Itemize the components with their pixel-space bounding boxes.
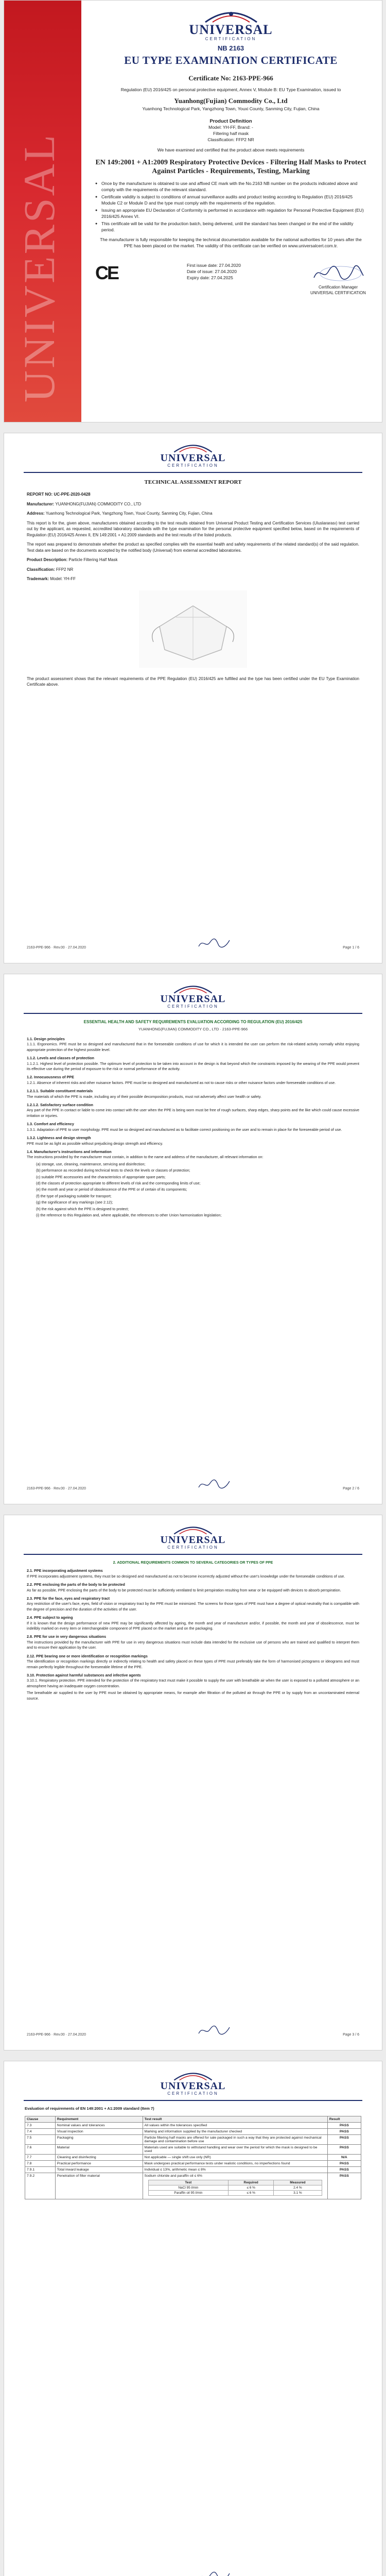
logo-globe-icon [165, 2070, 221, 2081]
certificate-number: Certificate No: 2163-PPE-966 [188, 74, 273, 82]
logo-sub: CERTIFICATION [167, 2091, 219, 2096]
expiry-date: Expiry date: 27.04.2025 [187, 275, 233, 280]
instructions-list [36, 1162, 359, 1218]
logo-word: UNIVERSAL [189, 22, 273, 37]
cell: 7.8 [25, 2161, 56, 2167]
signature-icon [197, 2023, 233, 2037]
section-heading: 1.2. Innocuousness of PPE [27, 1075, 74, 1080]
manufacturer-label: Manufacturer: [27, 501, 55, 506]
issue-date: Date of issue: 27.04.2020 [187, 269, 237, 274]
condition-item: ● Issuing an appropriate EU Declaration of Conformity is performed in accordance with regulation for Personal Protective Equipment (EU) 2016/425 Annex VI. [95, 208, 366, 219]
result-cell: PASS [327, 2167, 361, 2173]
dates-block [187, 262, 241, 281]
result-cell: PASS [327, 2145, 361, 2155]
sub-header: Measured [274, 2180, 322, 2185]
logo-sub: CERTIFICATION [205, 37, 257, 41]
page-footer [27, 2023, 359, 2037]
section-heading: 1.2.1.1. Suitable constituent materials [27, 1089, 93, 1094]
cell: 7.9.2 [25, 2173, 56, 2199]
page-footer [27, 936, 359, 950]
column-header: Result [327, 2116, 361, 2123]
item-text: Any restriction of the user's face, eyes, field of vision or respiratory tract by the PPE must be minimized. The screens for those types of PPE must have a degree of optical neutrality that is compatible with the degree of precision and the duration of the activities of the user. [27, 1601, 359, 1612]
certificate-conditions [95, 181, 366, 233]
cell: Marking and information supplied by the manufacturer checked [143, 2129, 327, 2135]
signature-icon [197, 2569, 233, 2576]
report-header [4, 433, 382, 468]
certificate-body [89, 8, 373, 296]
signature-block [310, 262, 366, 296]
sub-cell: 2.4 % [274, 2185, 322, 2191]
logo-sub: CERTIFICATION [167, 1004, 219, 1009]
item-text: 3.10.1. Respiratory protection. PPE intended for the protection of the respiratory tract must make it possible to supply the user with breathable air when the user is exposed to a polluted atmosphere or an atmosphere having an inadequate oxygen concentration. [27, 1678, 359, 1688]
logo-word: UNIVERSAL [160, 1534, 226, 1546]
item-heading: 2.3. PPE for the face, eyes and respiratory tract [27, 1596, 110, 1601]
section-text: 1.1.1. Ergonomics. PPE must be so designed and manufactured that in the foreseeable conditions of use for which it is intended the user can perform the risk-related activity normally whilst enjoying appropriate protection of the highest possible level. [27, 1042, 359, 1052]
cell: Mask undergoes practical performance tests under realistic conditions, no imperfections found [143, 2161, 327, 2167]
logo-word: UNIVERSAL [160, 452, 226, 464]
sub-cell: ≤ 6 % [229, 2185, 274, 2191]
cell: Nominal values and tolerances [55, 2123, 143, 2129]
section-text: Any part of the PPE in contact or liable to come into contact with the user when the PPE is being worn must be free of rough surfaces, sharp edges, sharp points and the like which could cause excessive irritation or injuries. [27, 1108, 359, 1118]
item-heading: 2.4. PPE subject to ageing [27, 1615, 73, 1620]
cell: Practical performance [55, 2161, 143, 2167]
item-heading: 3.10. Protection against harmful substances and infective agents [27, 1672, 141, 1677]
report-body [27, 492, 359, 582]
test-table [25, 2116, 361, 2199]
column-header: Test result [143, 2116, 327, 2123]
section-text: The instructions provided by the manufacturer must contain, in addition to the name and address of the manufacturer, all relevant information on: [27, 1155, 264, 1160]
logo-globe-icon [165, 982, 221, 994]
list-item: (g) the significance of any markings (see 2.12); [36, 1200, 113, 1205]
table-row [25, 2167, 361, 2173]
trademark-label: Trademark: [27, 577, 49, 581]
table-wrapper [25, 2116, 361, 2199]
cell: Visual inspection [55, 2129, 143, 2135]
logo-sub: CERTIFICATION [167, 1545, 219, 1550]
list-item: (e) the month and year or period of obsolescence of the PPE or of certain of its components; [36, 1187, 187, 1192]
issue-row [89, 262, 373, 296]
logo-sub: CERTIFICATION [167, 463, 219, 468]
requirements-title: ESSENTIAL HEALTH AND SAFETY REQUIREMENTS EVALUATION ACCORDING TO REGULATION (EU) 2016/425 [83, 1020, 303, 1024]
list-item: (d) the classes of protection appropriate to different levels of risk and the corresponding limits of use; [36, 1180, 201, 1185]
additional-closing: The breathable air supplied to the user by PPE must be obtained by appropriate means, for example after filtration of the polluted air through the PPE or by supply from an uncontaminated external source. [27, 1690, 359, 1701]
header-rule [24, 2100, 362, 2101]
sub-cell: ≤ 6 % [229, 2191, 274, 2196]
header-rule [24, 1013, 362, 1014]
section-heading: 1.1.2. Levels and classes of protection [27, 1056, 95, 1061]
summary-closing: The product assessment shows that the relevant requirements of the PPE Regulation (EU) 2016/425 are fulfilled and the type has been certified under the EU Type Examination Certificate above. [27, 676, 359, 687]
logo-word: UNIVERSAL [160, 993, 226, 1005]
column-header: Requirement [55, 2116, 143, 2123]
issued-intro: Regulation (EU) 2016/425 on personal protective equipment, Annex V, Module B: EU Type Examination, issued to [120, 87, 341, 92]
sub-cell: Paraffin oil 95 l/min [148, 2191, 229, 2196]
certificate-holder: Yuanhong(Fujian) Commodity Co., Ltd [174, 97, 288, 105]
signatory: Certification Manager [318, 285, 358, 290]
result-cell: PASS [327, 2135, 361, 2145]
signature-icon [310, 262, 366, 283]
additional-title: 2. ADDITIONAL REQUIREMENTS COMMON TO SEVERAL CATEGORIES OR TYPES OF PPE [113, 1560, 273, 1565]
standard-title: EN 149:2001 + A1:2009 Respiratory Protective Devices - Filtering Half Masks to Protect Against Particles - Requirements, Testing, Marking [95, 159, 366, 175]
condition-item: ● Certificate validity is subject to conditions of annual surveillance audits and product testing according to Regulation (EU) 2016/425 Module C2 or Module D and the type must comply with the requirements of the regulation. [95, 194, 366, 206]
footer-page: Page 3 / 6 [343, 2033, 359, 2037]
section-heading: 1.1. Design principles [27, 1037, 65, 1041]
cell: 7.5 [25, 2135, 56, 2145]
header-rule [24, 472, 362, 473]
table-caption: Evaluation of requirements of EN 149:2001 + A1:2009 standard (Item 7) [25, 2106, 154, 2111]
footer-note: The manufacturer is fully responsible for keeping the technical documentation available for the national authorities for 10 years after the PPE has been placed on the market. The validity of this certificate can be verified on www.universalcert.com.tr. [100, 237, 362, 248]
logo-globe-icon [165, 442, 221, 453]
signature-icon [197, 936, 233, 950]
table-row [25, 2135, 361, 2145]
classification-label: Classification: [27, 567, 55, 572]
band-watermark: UNIVERSAL [14, 132, 64, 402]
product-heading: Product Definition [209, 118, 252, 124]
page-footer [27, 2569, 359, 2576]
cell-with-subtable [143, 2173, 327, 2199]
cell: Material [55, 2145, 143, 2155]
report-summary-page [4, 433, 382, 963]
summary-paragraph: This report is for the, given above, manufacturers obtained according to the test results obtained from Universal Product Testing and Certification Services (Uluslararası) test carried out by the applicant, as requested, accredited laboratory standards with the type examination for the personal protective equipment specified below, based on the requirements of Regulation (EU) 2016/425 Annex II, EN 149:2001 + A1:2009 standards and the test results of the listed products. [27, 520, 359, 537]
cell: 7.3 [25, 2123, 56, 2129]
additional-text [27, 1560, 359, 1701]
table-row [25, 2155, 361, 2161]
item-heading: 2.8. PPE for use in very dangerous situations [27, 1634, 107, 1639]
notified-body: NB 2163 [217, 44, 244, 52]
section-text: 1.3.1. Adaptation of PPE to user morphology. PPE must be so designed and manufactured as to facilitate correct positioning on the user and to remain in place for the foreseeable period of use. [27, 1127, 342, 1132]
report-header [4, 2061, 382, 2096]
table-row [25, 2129, 361, 2135]
ce-mark: CE [95, 262, 118, 283]
condition-item: ● Once by the manufacturer is obtained to use and affixed CE mark with the No.2163 NB number on the products indicated above and comply with the requirements of the relevant standard. [95, 181, 366, 193]
result-cell: N/A [327, 2155, 361, 2161]
company-footer: UNIVERSAL CERTIFICATION [310, 291, 366, 295]
report-number: REPORT NO: UC-PPE-2020-0428 [27, 492, 91, 497]
sub-cell: 3.1 % [274, 2191, 322, 2196]
page-footer [27, 1477, 359, 1490]
footer-ref: 2163-PPE-966 · Rev.00 · 27.04.2020 [27, 946, 86, 950]
holder-address: Yuanhong Technological Park, Yangzhong Town, Youxi County, Sanming City, Fujian, China [142, 106, 320, 111]
report-header [4, 1515, 382, 1550]
section-text: 1.1.2.1. Highest level of protection possible. The optimum level of protection to be taken into account in the design is that beyond which the constraints imposed by the wearing of the PPE would prevent its effective use during the period of exposure to the risk or normal performance of the activity. [27, 1061, 359, 1072]
sub-header: Test [148, 2180, 229, 2185]
list-item: (a) storage, use, cleaning, maintenance, servicing and disinfection; [36, 1161, 146, 1166]
section-heading: 1.3. Comfort and efficiency [27, 1122, 74, 1127]
item-heading: 2.1. PPE incorporating adjustment systems [27, 1568, 103, 1573]
additional-requirements-page [4, 1515, 382, 2050]
product-label: Product Description: [27, 557, 68, 562]
address-label: Address: [27, 511, 45, 516]
red-side-band [4, 1, 81, 422]
product-value: Particle Filtering Half Mask [68, 557, 118, 562]
footer-page: Page 1 / 6 [343, 946, 359, 950]
item-heading: 2.12. PPE bearing one or more identification or recognition markings [27, 1653, 148, 1658]
item-heading: 2.2. PPE enclosing the parts of the body to be protected [27, 1582, 125, 1587]
first-issue-date: First issue date: 27.04.2020 [187, 263, 241, 268]
cell: Total inward leakage [55, 2167, 143, 2173]
manufacturer-value: YUANHONG(FUJIAN) COMMODITY CO., LTD [55, 501, 142, 506]
cell: Not applicable — single shift use only (NR) [143, 2155, 327, 2161]
item-text: The identification or recognition markings directly or indirectly relating to health and safety placed on these types of PPE must preferably take the form of harmonised pictograms or ideograms and must remain perfectly legible throughout the foreseeable lifetime of the PPE. [27, 1659, 359, 1669]
requirements-page [4, 974, 382, 1504]
footer-ref: 2163-PPE-966 · Rev.00 · 27.04.2020 [27, 2033, 86, 2037]
list-item: (i) the reference to this Regulation and, where applicable, the references to other Union harmonisation legislation; [36, 1212, 222, 1217]
header-rule [24, 1554, 362, 1555]
summary-paragraph: The report was prepared to demonstrate whether the product as specified complies with the essential health and safety requirements of the related standard(s) of the said regulation. Test data are based on the documents accepted by the notified body (Universal) from external accredited laboratories. [27, 542, 359, 553]
sub-cell: NaCl 95 l/min [148, 2185, 229, 2191]
table-row [25, 2145, 361, 2155]
product-line: Model: YH-FF, Brand: - [208, 125, 253, 130]
list-item: (c) suitable PPE accessories and the characteristics of appropriate spare parts; [36, 1174, 166, 1179]
cell: 7.7 [25, 2155, 56, 2161]
section-heading: 1.4. Manufacturer's instructions and information [27, 1149, 112, 1154]
product-line: Filtering half mask [213, 131, 249, 136]
cell: Particle filtering half masks are offered for sale packaged in such a way that they are protected against mechanical damage and contamination before use [143, 2135, 327, 2145]
result-cell: PASS [327, 2123, 361, 2129]
section-text: The materials of which the PPE is made, including any of their possible decomposition products, must not adversely affect user health or safety. [27, 1094, 261, 1099]
section-text: PPE must be as light as possible without prejudicing design strength and efficiency. [27, 1141, 163, 1146]
column-header: Clause [25, 2116, 56, 2123]
table-row [25, 2161, 361, 2167]
footer-ref: 2163-PPE-966 · Rev.00 · 27.04.2020 [27, 1487, 86, 1490]
signature-icon [197, 1477, 233, 1490]
cell: Penetration of filter material [55, 2173, 143, 2199]
item-text: If it is known that the design performance of new PPE may be significantly affected by ageing, the month and year of manufacture and/or, if possible, the month and year of obsolescence, must be indelibly marked on every item or interchangeable component of PPE placed on the market and on the packaging. [27, 1620, 359, 1631]
condition-item: ● This certificate will be valid for the production batch, being delivered, until the standard has been changed or the end of the validity period. [95, 221, 366, 233]
table-row [25, 2123, 361, 2129]
cell: Individual ≤ 13%, arithmetic mean ≤ 8% [143, 2167, 327, 2173]
cell: 7.9.1 [25, 2167, 56, 2173]
cell: Cleaning and disinfecting [55, 2155, 143, 2161]
report-header [4, 974, 382, 1009]
cell: 7.6 [25, 2145, 56, 2155]
logo-word: UNIVERSAL [160, 2080, 226, 2092]
cell: Sodium chloride and paraffin oil ≤ 6% [144, 2174, 202, 2178]
footer-page: Page 2 / 6 [343, 1487, 359, 1490]
section-heading: 1.2.1.2. Satisfactory surface condition [27, 1103, 94, 1108]
classification-value: FFP2 NR [56, 567, 74, 572]
result-cell: PASS [327, 2161, 361, 2167]
section-heading: 1.3.2. Lightness and design strength [27, 1136, 91, 1141]
closing-block [27, 676, 359, 688]
address-value: Yuanhong Technological Park, Yangzhong Town, Youxi County, Sanming City, Fujian, China [45, 511, 213, 516]
item-text: As far as possible, PPE enclosing the parts of the body to be protected must be sufficiently ventilated to limit perspiration resulting from wear or be equipped with devices to absorb perspiration. [27, 1587, 341, 1592]
table-header-row [25, 2116, 361, 2123]
list-item: (h) the risk against which the PPE is designed to protect; [36, 1206, 129, 1211]
cell: All values within the tolerances specified [143, 2123, 327, 2129]
test-results-page-1 [4, 2061, 382, 2576]
certificate-page [4, 0, 382, 422]
universal-logo [89, 8, 373, 41]
mask-photo [139, 590, 247, 668]
item-text: If PPE incorporates adjustment systems, they must be so designed and manufactured as not to become incorrectly adjusted without the user's knowledge under the foreseeable conditions of use. [27, 1573, 345, 1579]
report-title: TECHNICAL ASSESSMENT REPORT [144, 479, 242, 485]
certificate-title: EU TYPE EXAMINATION CERTIFICATE [124, 54, 338, 66]
cell: Packaging [55, 2135, 143, 2145]
logo-globe-icon [165, 1523, 221, 1535]
checked-intro: We have examined and certified that the product above meets requirements [157, 147, 305, 152]
requirements-text [27, 1037, 359, 1218]
list-item: (b) performance as recorded during technical tests to check the levels or classes of protection; [36, 1168, 190, 1173]
product-line: Classification: FFP2 NR [207, 137, 254, 142]
sub-header: Required [229, 2180, 274, 2185]
table-row [25, 2173, 361, 2199]
penetration-subtable [148, 2180, 322, 2196]
requirements-company: YUANHONG(FUJIAN) COMMODITY CO., LTD · 2163-PPE-966 [138, 1027, 248, 1031]
cell: 7.4 [25, 2129, 56, 2135]
list-item: (f) the type of packaging suitable for transport; [36, 1193, 112, 1198]
section-text: 1.2.1. Absence of inherent risks and other nuisance factors. PPE must be so designed and manufactured as not to cause risks or other nuisance factors under foreseeable conditions of use. [27, 1080, 336, 1085]
trademark-value: Model: YH-FF [50, 577, 76, 581]
cell: Materials used are suitable to withstand handling and wear over the period for which the mask is designed to be used [143, 2145, 327, 2155]
result-cell: PASS [327, 2129, 361, 2135]
item-text: The instructions provided by the manufacturer with PPE for use in very dangerous situations must include data intended for the exclusive use of persons who are trained and qualified to interpret them and to ensure their application by the user. [27, 1639, 359, 1650]
logo-globe-icon [195, 8, 267, 23]
result-cell: PASS [327, 2173, 361, 2199]
